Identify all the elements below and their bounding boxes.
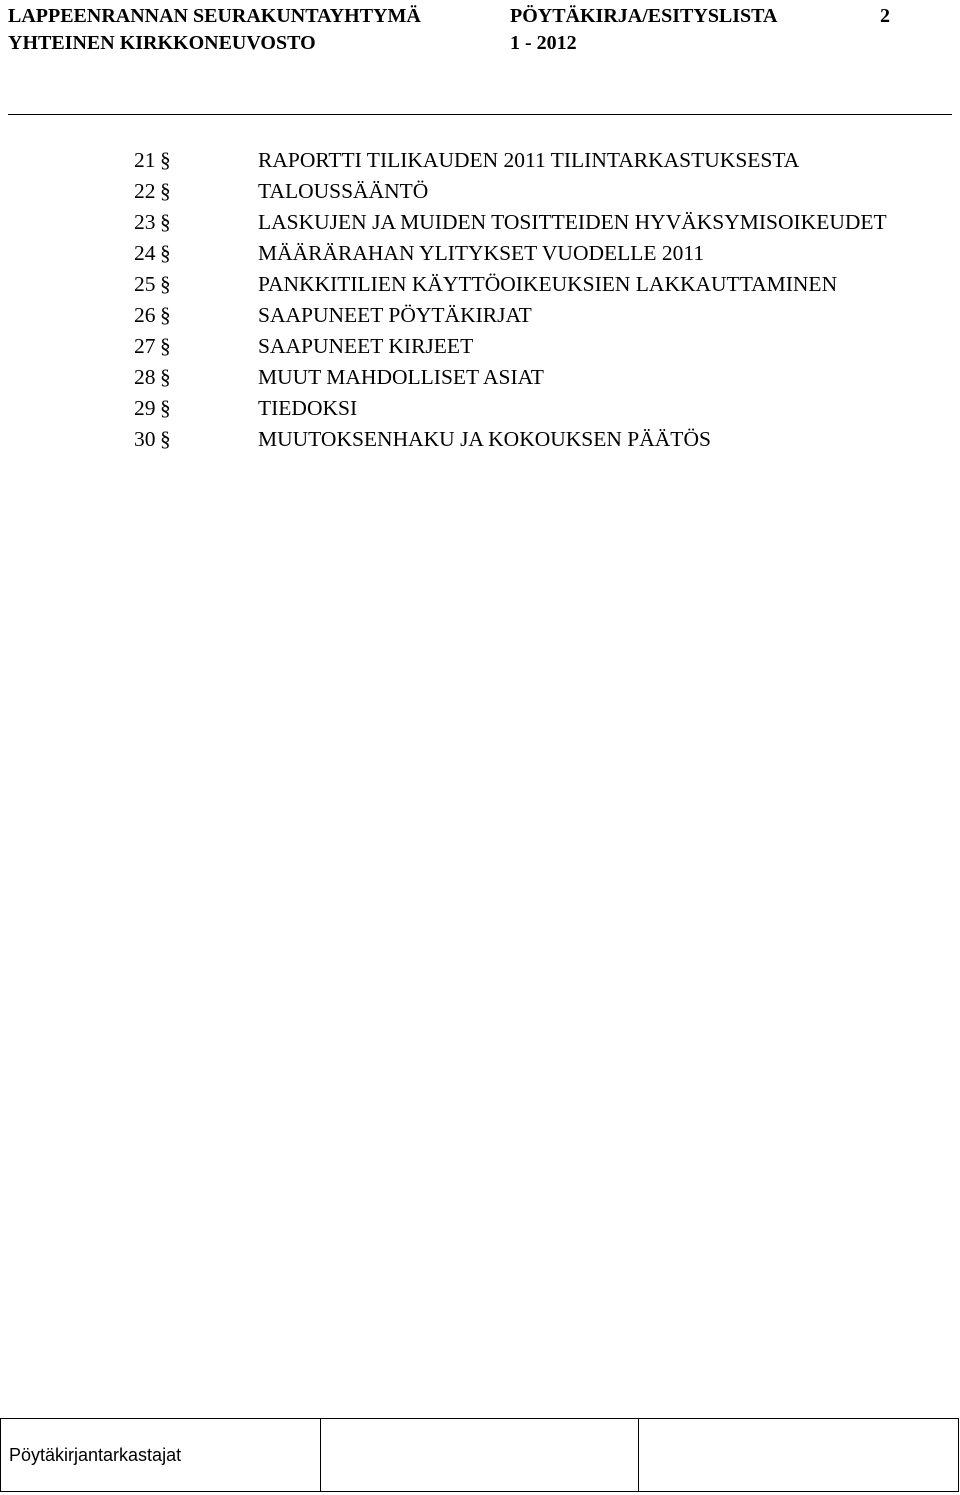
item-number: 26 <box>134 303 156 327</box>
council-name: YHTEINEN KIRKKONEUVOSTO <box>8 32 316 54</box>
item-number: 23 <box>134 210 156 234</box>
item-number: 24 <box>134 241 156 265</box>
item-title: MÄÄRÄRAHAN YLITYKSET VUODELLE 2011 <box>258 241 705 265</box>
section-sign: § <box>160 179 171 203</box>
section-sign: § <box>160 396 171 420</box>
item-title: SAAPUNEET KIRJEET <box>258 334 474 358</box>
agenda-item <box>0 146 960 177</box>
agenda-item <box>0 301 960 332</box>
organization-name: LAPPEENRANNAN SEURAKUNTAYHTYMÄ <box>8 5 421 27</box>
agenda-item <box>0 177 960 208</box>
item-title: TALOUSSÄÄNTÖ <box>258 179 429 203</box>
item-title: RAPORTTI TILIKAUDEN 2011 TILINTARKASTUKSESTA <box>258 148 800 172</box>
minutes-checkers-label: Pöytäkirjantarkastajat <box>1 1419 321 1492</box>
item-number: 22 <box>134 179 156 203</box>
agenda-item <box>0 394 960 425</box>
section-sign: § <box>160 210 171 234</box>
meeting-number: 1 - 2012 <box>510 32 577 54</box>
agenda-item <box>0 208 960 239</box>
signature-cell-1 <box>321 1419 639 1492</box>
item-number: 21 <box>134 148 156 172</box>
item-number: 29 <box>134 396 156 420</box>
item-number: 27 <box>134 334 156 358</box>
section-sign: § <box>160 241 171 265</box>
agenda-item <box>0 363 960 394</box>
section-sign: § <box>160 365 171 389</box>
minutes-checkers-table <box>0 1418 959 1492</box>
item-title: LASKUJEN JA MUIDEN TOSITTEIDEN HYVÄKSYMISOIKEUDET <box>258 210 887 234</box>
document-type: PÖYTÄKIRJA/ESITYSLISTA <box>510 5 778 27</box>
section-sign: § <box>160 148 171 172</box>
agenda-list <box>0 146 960 456</box>
section-sign: § <box>160 303 171 327</box>
item-number: 25 <box>134 272 156 296</box>
section-sign: § <box>160 272 171 296</box>
agenda-item <box>0 239 960 270</box>
header-divider <box>8 114 952 115</box>
item-number: 28 <box>134 365 156 389</box>
agenda-item <box>0 425 960 456</box>
page-number: 2 <box>880 5 890 27</box>
item-title: SAAPUNEET PÖYTÄKIRJAT <box>258 303 532 327</box>
item-number: 30 <box>134 427 156 451</box>
agenda-item <box>0 332 960 363</box>
section-sign: § <box>160 334 171 358</box>
agenda-item <box>0 270 960 301</box>
signature-cell-2 <box>639 1419 959 1492</box>
item-title: TIEDOKSI <box>258 396 358 420</box>
item-title: MUUTOKSENHAKU JA KOKOUKSEN PÄÄTÖS <box>258 427 711 451</box>
table-row <box>1 1419 959 1492</box>
item-title: PANKKITILIEN KÄYTTÖOIKEUKSIEN LAKKAUTTAMINEN <box>258 272 838 296</box>
item-title: MUUT MAHDOLLISET ASIAT <box>258 365 544 389</box>
section-sign: § <box>160 427 171 451</box>
